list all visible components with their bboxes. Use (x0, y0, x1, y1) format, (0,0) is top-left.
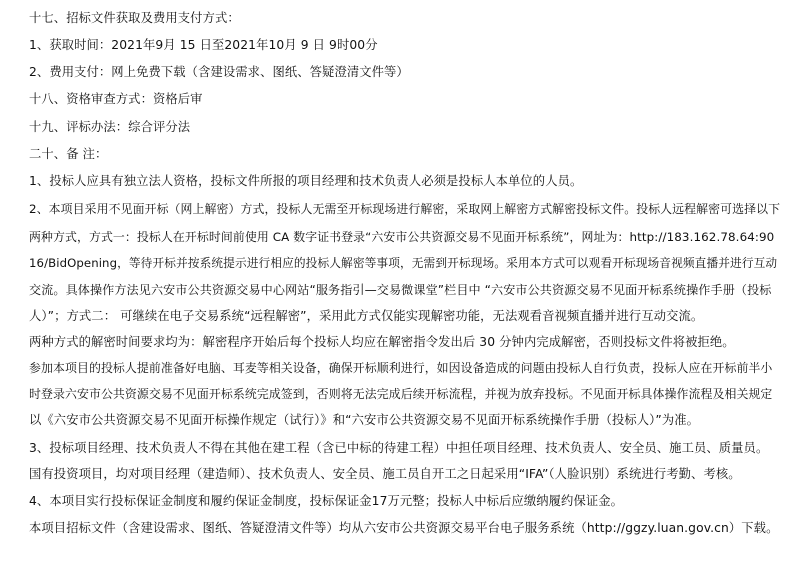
equipment-note-line-2: 时登录六安市公共资源交易不见面开标系统完成签到，否则将无法完成后续开标流程，并视为放弃投标。不见面开标具体操作流程及相关规定 (29, 387, 773, 401)
note-2-line-3: 16/BidOpening，等待开标并按系统提示进行相应的投标人解密等事项，无需到开标现场。采用本方式可以观看开标现场音视频直播并进行互动 (29, 256, 778, 270)
fee-payment: 2、费用支付：网上免费下载（含建设需求、图纸、答疑澄清文件等） (29, 65, 409, 79)
acquisition-time: 1、获取时间：2021年9月 15 日至2021年10月 9 日 9时00分 (29, 38, 378, 52)
note-2-line-1: 2、本项目采用不见面开标（网上解密）方式，投标人无需至开标现场进行解密，采取网上解密方式解密投标文件。投标人远程解密可选择以下 (29, 202, 781, 216)
equipment-note-line-1: 参加本项目的投标人提前准备好电脑、耳麦等相关设备，确保开标顺利进行，如因设备造成的问题由投标人自行负责，投标人应在开标前半小 (29, 361, 773, 375)
section-19-heading: 十九、评标办法：综合评分法 (29, 120, 191, 134)
equipment-note-line-3: 以《六安市公共资源交易不见面开标操作规定（试行）》和“六安市公共资源交易不见面开标系统操作手册（投标人）”为准。 (29, 413, 700, 427)
note-1: 1、投标人应具有独立法人资格，投标文件所报的项目经理和技术负责人必须是投标人本单位的人员。 (29, 174, 583, 188)
note-4: 4、本项目实行投标保证金制度和履约保证金制度，投标保证金17万元整；投标人中标后应缴纳履约保证金。 (29, 494, 624, 508)
section-20-heading: 二十、备 注： (29, 147, 108, 161)
note-2-line-2: 两种方式，方式一：投标人在开标时间前使用 CA 数字证书登录“六安市公共资源交易不见面开标系统”，网址为：http://183.162.78.64:90 (29, 230, 775, 244)
note-2-line-4: 交流。具体操作方法见六安市公共资源交易中心网站“服务指引—交易微课堂”栏目中 “六安市公共资源交易不见面开标系统操作手册（投标 (29, 283, 772, 297)
section-17-heading: 十七、招标文件获取及费用支付方式： (29, 11, 240, 25)
note-2-line-5: 人）”；方式二： 可继续在电子交易系统“远程解密”，采用此方式仅能实现解密功能，无法观看音视频直播并进行互动交流。 (29, 309, 704, 323)
state-investment-note: 国有投资项目，均对项目经理（建造师）、技术负责人、安全员、施工员自开工之日起采用“IFA”（人脸识别）系统进行考勤、考核。 (29, 467, 741, 481)
decrypt-time-requirement: 两种方式的解密时间要求均为：解密程序开始后每个投标人均应在解密指令发出后 30 分钟内完成解密，否则投标文件将被拒绝。 (29, 335, 735, 349)
note-3: 3、投标项目经理、技术负责人不得在其他在建工程（含已中标的待建工程）中担任项目经理、技术负责人、安全员、施工员、质量员。 (29, 441, 769, 455)
download-note: 本项目招标文件（含建设需求、图纸、答疑澄清文件等）均从六安市公共资源交易平台电子服务系统（http://ggzy.luan.gov.cn）下载。 (29, 521, 779, 535)
section-18-heading: 十八、资格审查方式：资格后审 (29, 92, 203, 106)
